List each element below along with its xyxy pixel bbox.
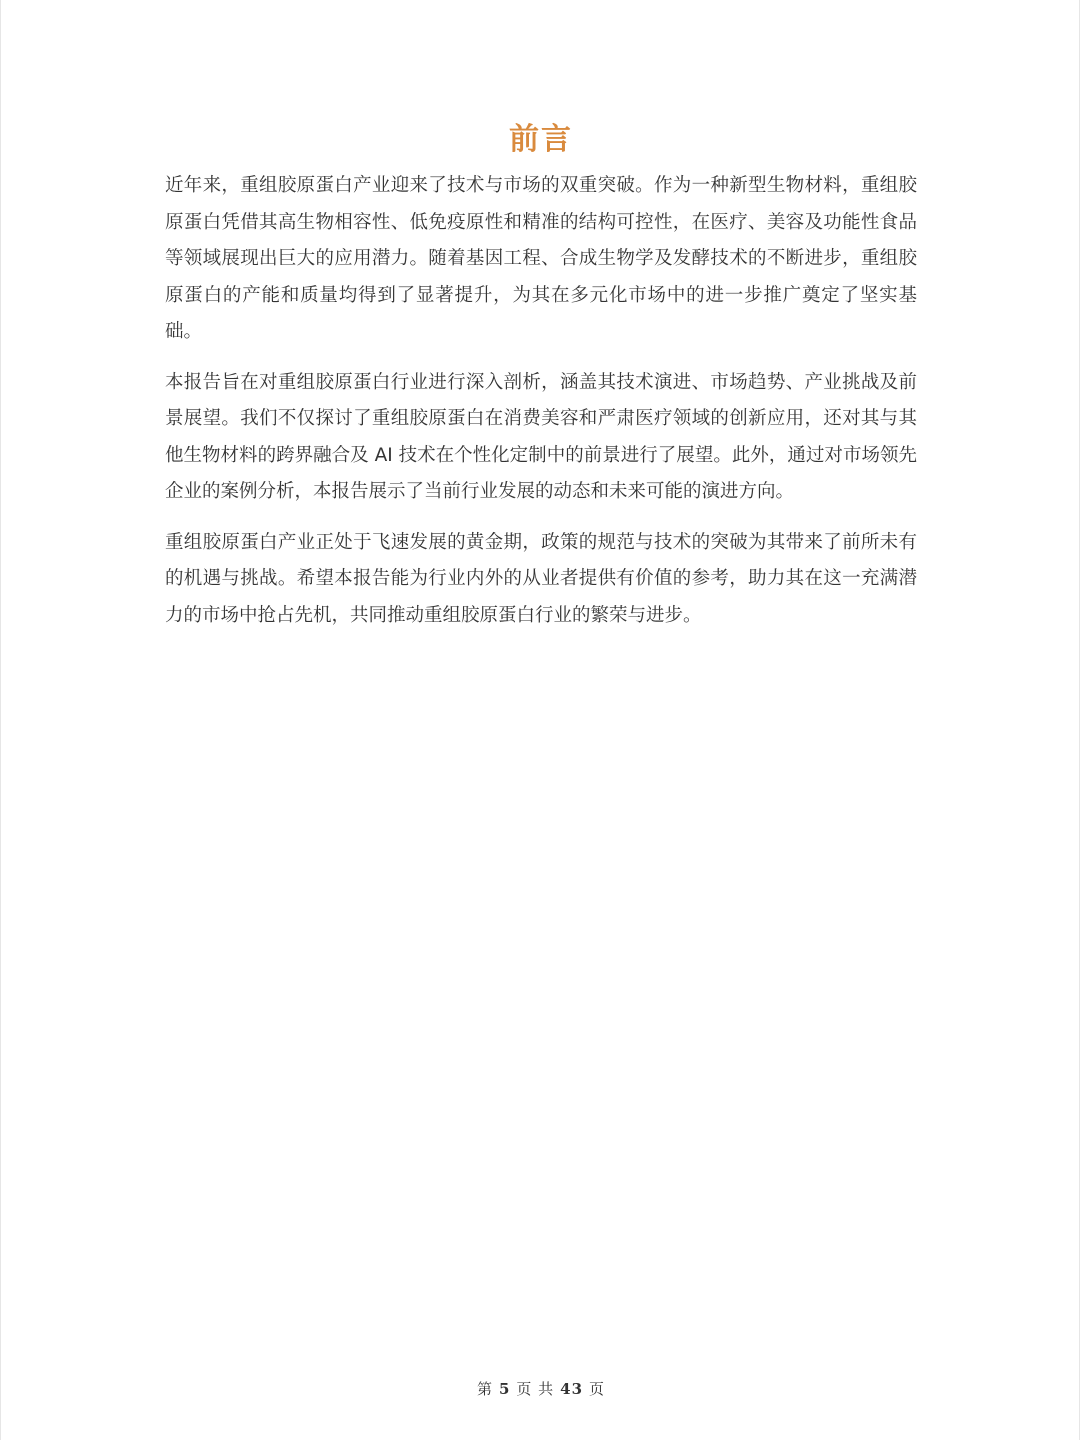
current-page-number: 5: [498, 1380, 511, 1398]
page-title: 前言: [509, 122, 573, 158]
paragraph-1: 近年来，重组胶原蛋白产业迎来了技术与市场的双重突破。作为一种新型生物材料，重组胶原蛋白凭借其高生物相容性、低免疫原性和精准的结构可控性，在医疗、美容及功能性食品等领域展现出巨大的应用潜力。随着基因工程、合成生物学及发酵技术的不断进步，重组胶原蛋白的产能和质量均得到了显著提升，为其在多元化市场中的进一步推广奠定了坚实基础。: [165, 175, 917, 342]
paragraph-3: 重组胶原蛋白产业正处于飞速发展的黄金期，政策的规范与技术的突破为其带来了前所未有的机遇与挑战。希望本报告能为行业内外的从业者提供有价值的参考，助力其在这一充满潜力的市场中抢占先机，共同推动重组胶原蛋白行业的繁荣与进步。: [165, 531, 917, 626]
total-pages-number: 43: [560, 1380, 584, 1398]
footer-middle: 页 共: [516, 1380, 555, 1398]
footer-suffix: 页: [589, 1380, 606, 1398]
page-footer: [1, 1378, 1080, 1400]
body-content: [165, 168, 917, 648]
paragraph-2: 本报告旨在对重组胶原蛋白行业进行深入剖析，涵盖其技术演进、市场趋势、产业挑战及前景展望。我们不仅探讨了重组胶原蛋白在消费美容和严肃医疗领域的创新应用，还对其与其他生物材料的跨界融合及 AI 技术在个性化定制中的前景进行了展望。此外，通过对市场领先企业的案例分析，本报告展示了当前行业发展的动态和未来可能的演进方向。: [165, 371, 917, 502]
footer-prefix: 第: [476, 1380, 493, 1398]
